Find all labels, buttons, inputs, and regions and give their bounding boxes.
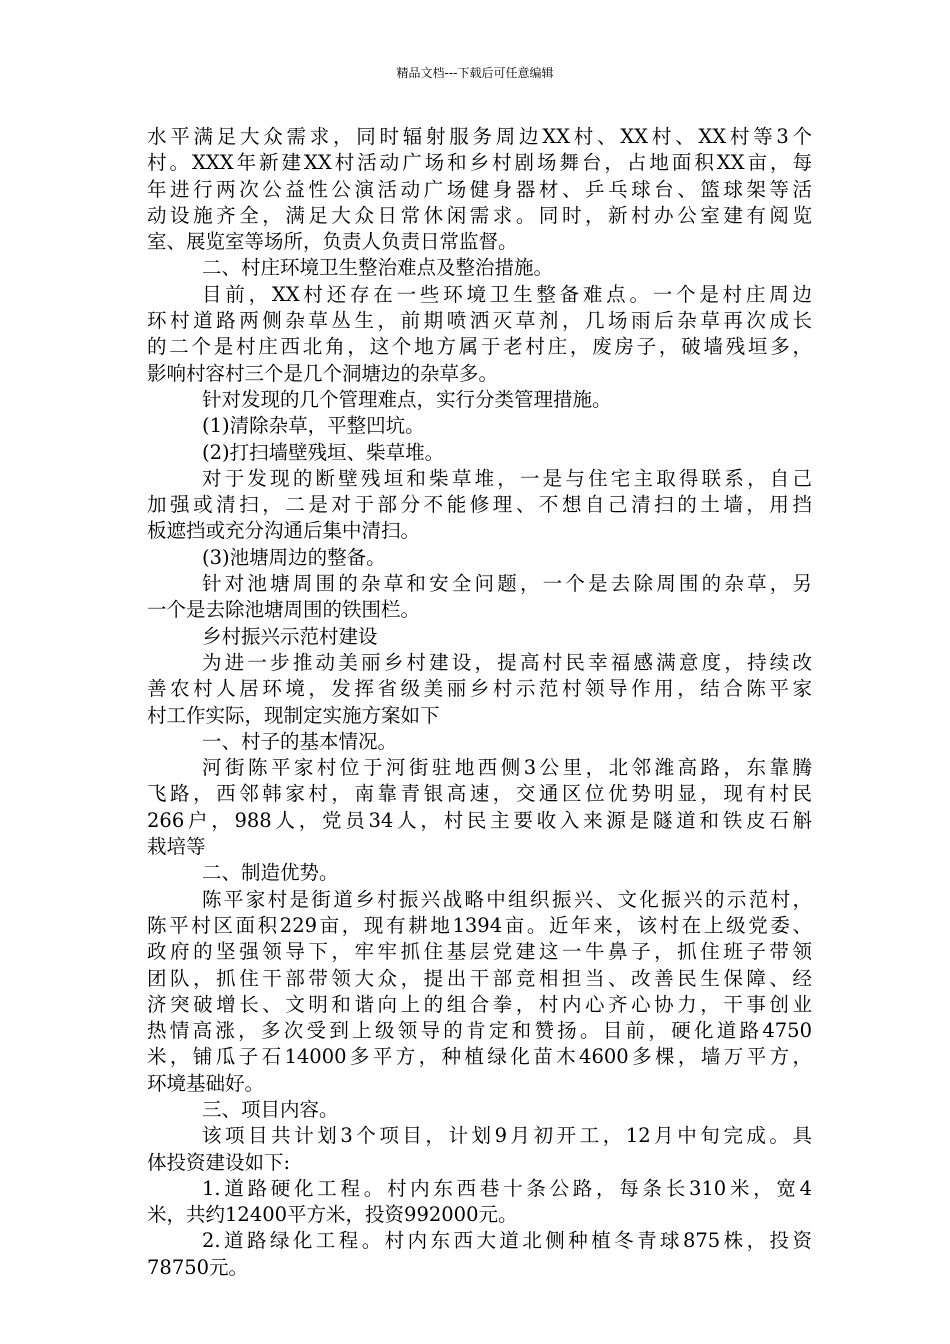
text-line: 年进行两次公益性公演活动广场健身器材、乒乓球台、篮球架等活 [147,177,812,201]
text-line: 对于发现的断壁残垣和柴草堆，一是与住宅主取得联系，自己 [202,466,812,490]
text-line: 该项目共计划3个项目，计划9月初开工，12月中旬完成。具 [202,1124,812,1148]
text-line: 二、制造优势。 [202,861,339,885]
text-line: 1.道路硬化工程。村内东西巷十条公路，每条长310米，宽4 [202,1176,812,1200]
text-line: 济突破增长、文明和谐向上的组合拳，村内心齐心协力，干事创业 [147,992,812,1016]
text-line: 河街陈平家村位于河街驻地西侧3公里，北邻潍高路，东靠腾 [202,756,812,780]
text-line: 米，铺瓜子石14000多平方，种植绿化苗木4600多棵，墙万平方， [147,1045,812,1069]
text-line: 环境基础好。 [147,1071,265,1095]
text-line: 三、项目内容。 [202,1097,339,1121]
text-line: 村。XXX年新建XX村活动广场和乡村剧场舞台，占地面积XX亩，每 [147,151,812,175]
text-line: 体投资建设如下: [147,1150,291,1174]
text-line: 陈平家村是街道乡村振兴战略中组织振兴、文化振兴的示范村， [202,887,812,911]
text-line: 团队，抓住干部带领大众，提出干部竞相担当、改善民生保障、经 [147,966,812,990]
text-line: 室、展览室等场所，负责人负责日常监督。 [147,230,518,254]
text-line: (1)清除杂草，平整凹坑。 [202,414,425,438]
text-line: 一、村子的基本情况。 [202,729,398,753]
text-line: 78750元。 [147,1255,249,1279]
document-body [147,124,812,1281]
text-line: 乡村振兴示范村建设 [202,624,378,648]
text-line: 针对发现的几个管理难点，实行分类管理措施。 [202,387,612,411]
text-line: 的二个是村庄西北角，这个地方属于老村庄，废房子，破墙残垣多， [147,335,812,359]
text-line: 二、村庄环境卫生整治难点及整治措施。 [202,256,554,280]
text-line: 米，共约12400平方米，投资992000元。 [147,1203,518,1227]
text-line: 为进一步推动美丽乡村建设，提高村民幸福感满意度，持续改 [202,650,812,674]
text-line: 影响村容村三个是几个洞塘边的杂草多。 [147,361,499,385]
text-line: 针对池塘周围的杂草和安全问题，一个是去除周围的杂草，另 [202,572,812,596]
text-line: 飞路，西邻韩家村，南靠青银高速，交通区位优势明显，现有村民 [147,782,812,806]
text-line: (3)池塘周边的整备。 [202,545,386,569]
text-line: 一个是去除池塘周围的铁围栏。 [147,598,421,622]
text-line: 板遮挡或充分沟通后集中清扫。 [147,519,421,543]
text-line: 环村道路两侧杂草丛生，前期喷洒灭草剂，几场雨后杂草再次成长 [147,309,812,333]
text-line: 善农村人居环境，发挥省级美丽乡村示范村领导作用，结合陈平家 [147,677,812,701]
text-line: 陈平村区面积229亩，现有耕地1394亩。近年来，该村在上级党委、 [147,913,812,937]
text-line: 栽培等 [147,835,206,859]
text-line: 2.道路绿化工程。村内东西大道北侧种植冬青球875株，投资 [202,1229,812,1253]
text-line: (2)打扫墙壁残垣、柴草堆。 [202,440,445,464]
text-line: 村工作实际，现制定实施方案如下 [147,703,440,727]
text-line: 水平满足大众需求，同时辐射服务周边XX村、XX村、XX村等3个 [147,125,812,148]
text-line: 266户，988人，党员34人，村民主要收入来源是隧道和铁皮石斛 [147,808,812,832]
text-line: 政府的坚强领导下，牢牢抓住基层党建这一牛鼻子，抓住班子带领 [147,940,812,964]
page-header: 精品文档---下载后可任意编辑 [396,66,554,80]
text-line: 热情高涨，多次受到上级领导的肯定和赞扬。目前，硬化道路4750 [147,1019,812,1043]
text-line: 加强或清扫，二是对于部分不能修理、不想自己清扫的土墙，用挡 [147,493,812,517]
text-line: 动设施齐全，满足大众日常休闲需求。同时，新村办公室建有阅览 [147,203,812,227]
text-line: 目前，XX村还存在一些环境卫生整备难点。一个是村庄周边 [202,282,812,306]
